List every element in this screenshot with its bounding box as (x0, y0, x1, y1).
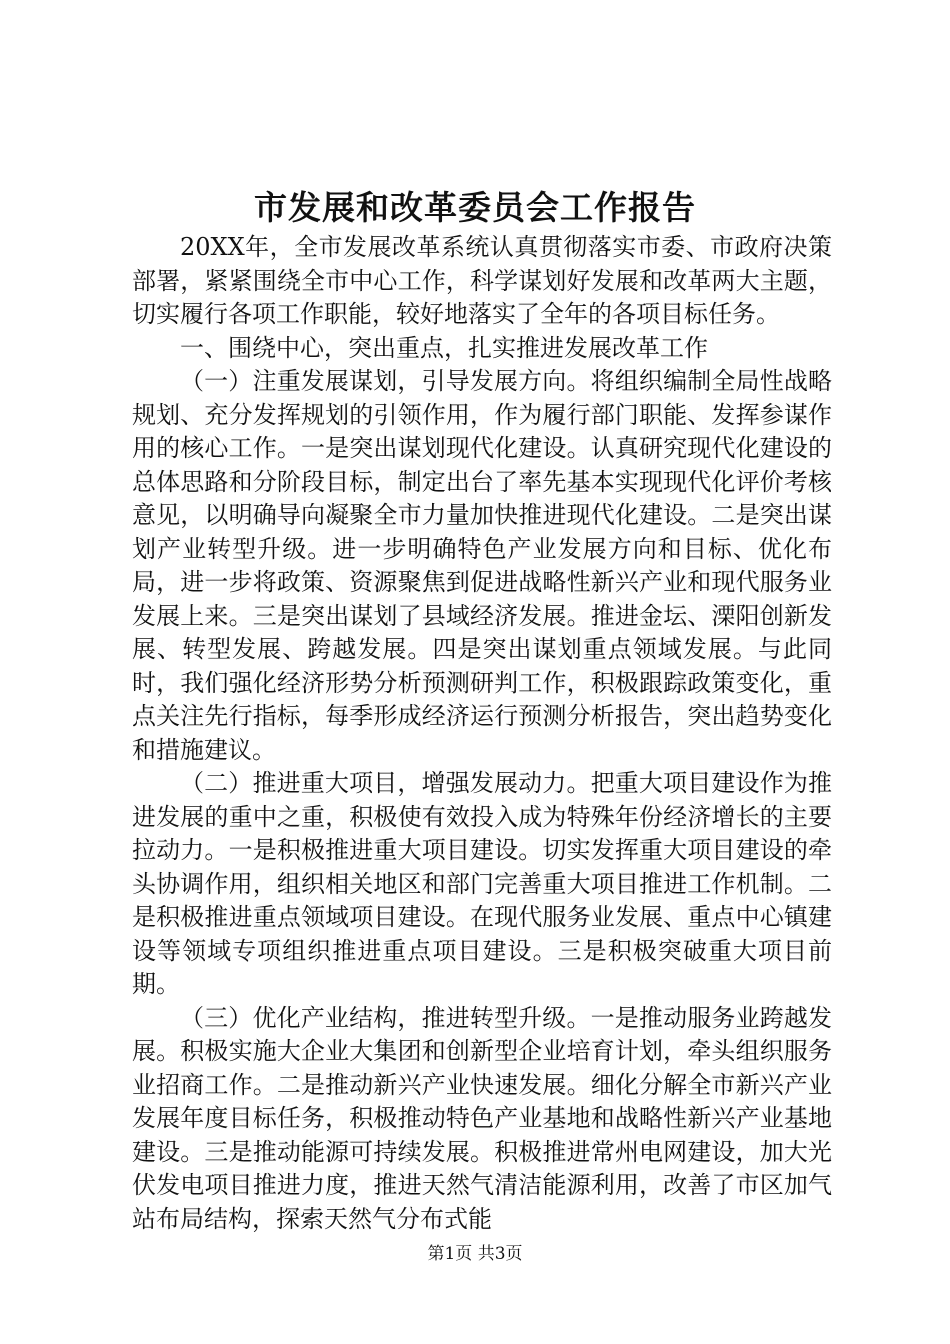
paragraph-projects: （二）推进重大项目，增强发展动力。把重大项目建设作为推进发展的重中之重，积极使有效投入成为特殊年份经济增长的主要拉动力。一是积极推进重大项目建设。切实发挥重大项目建设的牵头协调作用，组织相关地区和部门完善重大项目推进工作机制。二是积极推进重点领域项目建设。在现代服务业发展、重点中心镇建设等领域专项组织推进重点项目建设。三是积极突破重大项目前期。 (132, 769, 832, 998)
paragraph-planning: （一）注重发展谋划，引导发展方向。将组织编制全局性战略规划、充分发挥规划的引领作用，作为履行部门职能、发挥参谋作用的核心工作。一是突出谋划现代化建设。认真研究现代化建设的总体思路和分阶段目标，制定出台了率先基本实现现代化评价考核意见，以明确导向凝聚全市力量加快推进现代化建设。二是突出谋划产业转型升级。进一步明确特色产业发展方向和目标、优化布局，进一步将政策、资源聚焦到促进战略性新兴产业和现代服务业发展上来。三是突出谋划了县域经济发展。推进金坛、溧阳创新发展、转型发展、跨越发展。四是突出谋划重点领域发展。与此同时，我们强化经济形势分析预测研判工作，积极跟踪政策变化，重点关注先行指标，每季形成经济运行预测分析报告，突出趋势变化和措施建议。 (132, 367, 832, 764)
document-title: 市发展和改革委员会工作报告 (254, 188, 696, 227)
document-body (132, 231, 832, 1236)
section-heading-1: 一、围绕中心，突出重点，扎实推进发展改革工作 (180, 333, 708, 362)
paragraph-intro: 20XX年，全市发展改革系统认真贯彻落实市委、市政府决策部署，紧紧围绕全市中心工作，科学谋划好发展和改革两大主题，切实履行各项工作职能，较好地落实了全年的各项目标任务。 (132, 233, 832, 328)
paragraph-industry: （三）优化产业结构，推进转型升级。一是推动服务业跨越发展。积极实施大企业大集团和创新型企业培育计划，牵头组织服务业招商工作。二是推动新兴产业快速发展。细化分解全市新兴产业发展年度目标任务，积极推动特色产业基地和战略性新兴产业基地建设。三是推动能源可持续发展。积极推进常州电网建设，加大光伏发电项目推进力度，推进天然气清洁能源利用，改善了市区加气站布局结构，探索天然气分布式能 (132, 1003, 832, 1233)
page-number-footer: 第1页 共3页 (427, 1244, 523, 1264)
